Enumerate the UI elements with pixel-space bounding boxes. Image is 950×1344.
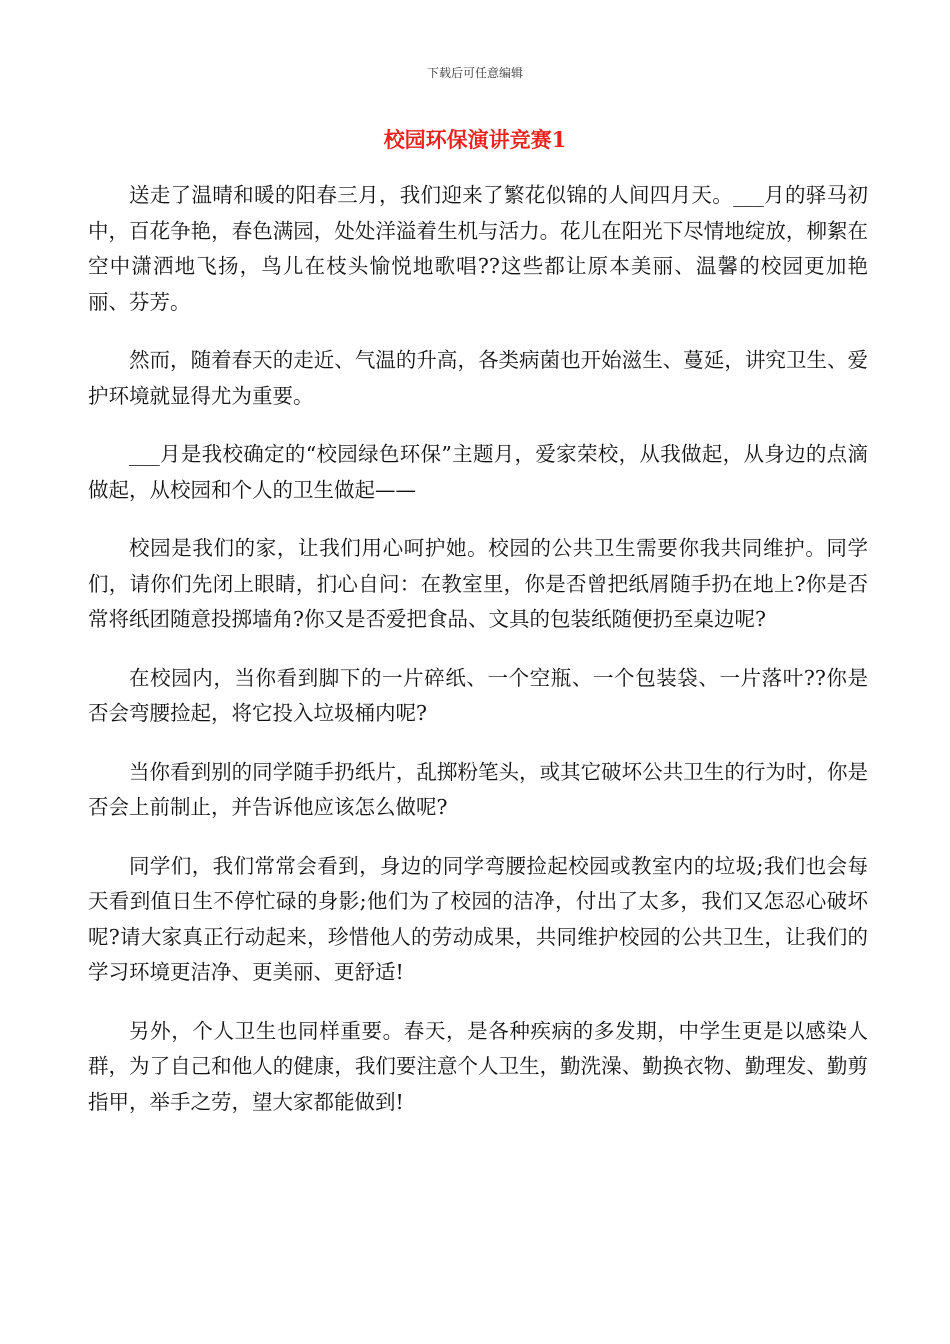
document-title: 校园环保演讲竞赛1: [383, 127, 567, 152]
paragraph-8: 另外，个人卫生也同样重要。春天，是各种疾病的多发期，中学生更是以感染人群，为了自己和他人的健康，我们要注意个人卫生，勤洗澡、勤换衣物、勤理发、勤剪指甲，举手之劳，望大家都能做到!: [88, 1018, 868, 1114]
paragraph-7: 同学们，我们常常会看到，身边的同学弯腰捡起校园或教室内的垃圾;我们也会每天看到值日生不停忙碌的身影;他们为了校园的洁净，付出了太多，我们又怎忍心破坏呢?请大家真正行动起来，珍惜他人的劳动成果，共同维护校园的公共卫生，让我们的学习环境更洁净、更美丽、更舒适!: [88, 853, 868, 984]
document-body: [88, 178, 868, 1143]
paragraph-5: 在校园内，当你看到脚下的一片碎纸、一个空瓶、一个包装袋、一片落叶??你是否会弯腰捡起，将它投入垃圾桶内呢?: [88, 665, 868, 725]
paragraph-1: 送走了温晴和暖的阳春三月，我们迎来了繁花似锦的人间四月天。___月的驿马初中，百花争艳，春色满园，处处洋溢着生机与活力。花儿在阳光下尽情地绽放，柳絮在空中潇洒地飞扬，鸟儿在枝头愉悦地歌唱??这些都让原本美丽、温馨的校园更加艳丽、芬芳。: [88, 183, 868, 314]
paragraph-3: ___月是我校确定的“校园绿色环保”主题月，爱家荣校，从我做起，从身边的点滴做起，从校园和个人的卫生做起——: [88, 442, 868, 502]
paragraph-2: 然而，随着春天的走近、气温的升高，各类病菌也开始滋生、蔓延，讲究卫生、爱护环境就显得尤为重要。: [88, 348, 868, 408]
page-header-note: 下载后可任意编辑: [426, 66, 523, 80]
paragraph-6: 当你看到别的同学随手扔纸片，乱掷粉笔头，或其它破坏公共卫生的行为时，你是否会上前制止，并告诉他应该怎么做呢?: [88, 759, 868, 819]
paragraph-4: 校园是我们的家，让我们用心呵护她。校园的公共卫生需要你我共同维护。同学们，请你们先闭上眼睛，扪心自问：在教室里，你是否曾把纸屑随手扔在地上?你是否常将纸团随意投掷墙角?你又是否爱把食品、文具的包装纸随便扔至桌边呢?: [88, 536, 868, 631]
